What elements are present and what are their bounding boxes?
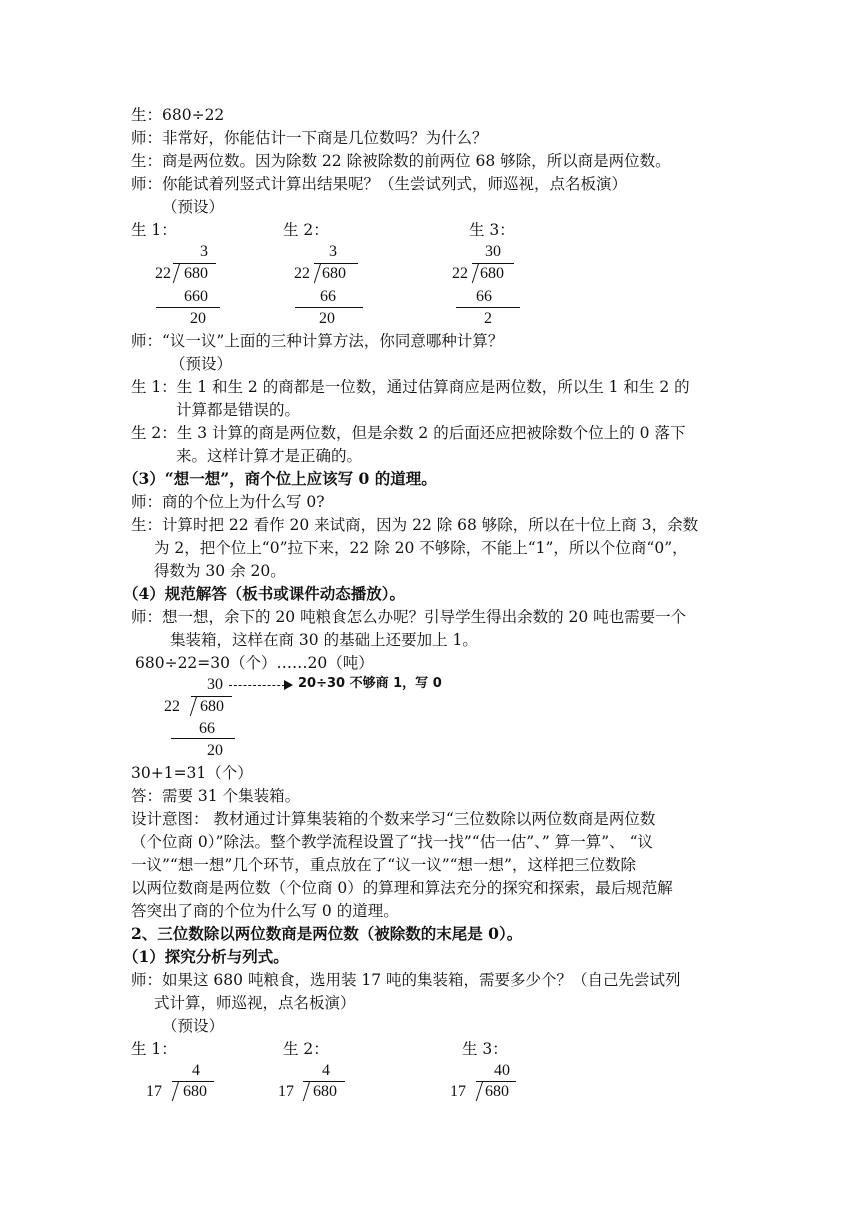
subtract-line [295,307,363,308]
product: 66 [476,288,492,305]
intent-line-4: 以两位数商是两位数（个位商 0）的算理和算法充分的探究和探索，最后规范解 [131,879,673,897]
section-2-subheading: （1）探究分析与列式。 [123,947,289,966]
division-bracket [173,263,180,283]
divisor: 22 [155,265,171,282]
subtract-line [156,307,220,308]
section-heading-answer: （4）规范解答（板书或课件动态播放）。 [123,584,406,603]
divisor: 17 [146,1083,162,1100]
quotient: 4 [192,1062,200,1079]
product: 660 [184,288,208,305]
remainder: 2 [484,310,492,327]
think-student-2: 为 2，把个位上“0”拉下来，22 除 20 不够除，不能上“1”，所以个位商“0”， [154,539,688,557]
division-bracket [314,263,321,283]
dividend: 680 [200,698,224,715]
quotient-note: 20÷30 不够商 1，写 0 [298,676,442,691]
intent-line-3: 一议”“想一想”几个环节，重点放在了“议一议”“想一想”，这样把三位数除 [131,856,636,874]
intent-line-2: （个位商 0）”除法。整个教学流程设置了“找一找”“估一估”、” 算一算”、 “议 [131,833,654,851]
divisor: 22 [294,265,310,282]
section-heading-think: （3）“想一想”，商个位上应该写 0 的道理。 [123,469,437,488]
student-3-label: 生 3： [469,221,515,239]
line-student-equation: 生：680÷22 [131,106,225,124]
line-teacher-question: 师：非常好，你能估计一下商是几位数吗？为什么？ [131,129,488,147]
answer-statement: 答：需要 31 个集装箱。 [131,787,301,805]
dividend: 680 [322,265,346,282]
discuss-student-2: 生 2：生 3 计算的商是两位数，但是余数 2 的后面还应把被除数个位上的 0 落下 [131,424,686,442]
division-bracket [190,696,197,716]
section-2-student-1-label: 生 1： [131,1040,177,1058]
line-student-answer: 生：商是两位数。因为除数 22 除被除数的前两位 68 够除，所以商是两位数。 [131,152,671,170]
product: 66 [199,720,215,737]
answer-teacher-2: 集装箱，这样在商 30 的基础上还要加上 1。 [170,631,478,649]
dividend: 680 [313,1083,337,1100]
division-bracket [303,1081,310,1101]
think-teacher: 师：商的个位上为什么写 0? [131,493,325,511]
arrow-line [229,685,285,686]
answer-equation: 680÷22=30（个）……20（吨） [135,654,374,672]
answer-teacher-1: 师：想一想，余下的 20 吨粮食怎么办呢？引导学生得出余数的 20 吨也需要一个 [131,608,687,626]
section-2-preset: （预设） [162,1017,225,1035]
dividend: 680 [485,1083,509,1100]
line-preset: （预设） [162,198,225,216]
quotient: 3 [329,243,337,260]
think-student-3: 得数为 30 余 20。 [154,562,286,580]
divisor: 17 [450,1083,466,1100]
discuss-student-2-cont: 来。这样计算才是正确的。 [176,447,363,465]
section-2-heading: 2、三位数除以两位数商是两位数（被除数的末尾是 0）。 [131,924,523,943]
line-teacher-prompt: 师：你能试着列竖式计算出结果呢？（生尝试列式，师巡视，点名板演） [131,175,628,193]
discuss-prompt: 师：“议一议”上面的三种计算方法，你同意哪种计算？ [131,332,504,350]
division-bracket [476,1081,483,1101]
product: 66 [320,288,336,305]
quotient: 3 [200,243,208,260]
dividend: 680 [184,265,208,282]
divisor: 22 [164,698,180,715]
answer-equation-2: 30+1=31（个） [131,764,253,782]
quotient: 30 [207,676,223,693]
quotient: 4 [322,1062,330,1079]
section-2-student-3-label: 生 3： [462,1040,508,1058]
student-2-label: 生 2： [283,221,329,239]
subtract-line [456,307,520,308]
division-bracket [172,1081,179,1101]
intent-line-1: 设计意图： 教材通过计算集装箱的个数来学习“三位数除以两位数商是两位数 [131,810,656,828]
quotient: 30 [485,243,501,260]
arrow-head-icon [284,680,293,690]
intent-line-5: 答突出了商的个位为什么写 0 的道理。 [131,902,399,920]
section-2-student-2-label: 生 2： [283,1040,329,1058]
divisor: 17 [278,1083,294,1100]
discuss-student-1-cont: 计算都是错误的。 [176,401,301,419]
division-bracket [472,263,479,283]
dividend: 680 [480,265,504,282]
dividend: 680 [183,1083,207,1100]
remainder: 20 [207,742,223,759]
subtract-line [171,738,235,739]
quotient: 40 [494,1062,510,1079]
section-2-teacher-2: 式计算，师巡视，点名板演） [154,994,356,1012]
discuss-student-1: 生 1：生 1 和生 2 的商都是一位数，通过估算商应是两位数，所以生 1 和生 2 的 [131,378,690,396]
remainder: 20 [319,310,335,327]
student-1-label: 生 1： [131,221,177,239]
divisor: 22 [452,265,468,282]
section-2-teacher-1: 师：如果这 680 吨粮食，选用装 17 吨的集装箱，需要多少个？（自己先尝试列 [131,971,681,989]
remainder: 20 [190,310,206,327]
think-student-1: 生：计算时把 22 看作 20 来试商，因为 22 除 68 够除，所以在十位上商 3，余数 [131,516,699,534]
discuss-preset: （预设） [170,355,233,373]
